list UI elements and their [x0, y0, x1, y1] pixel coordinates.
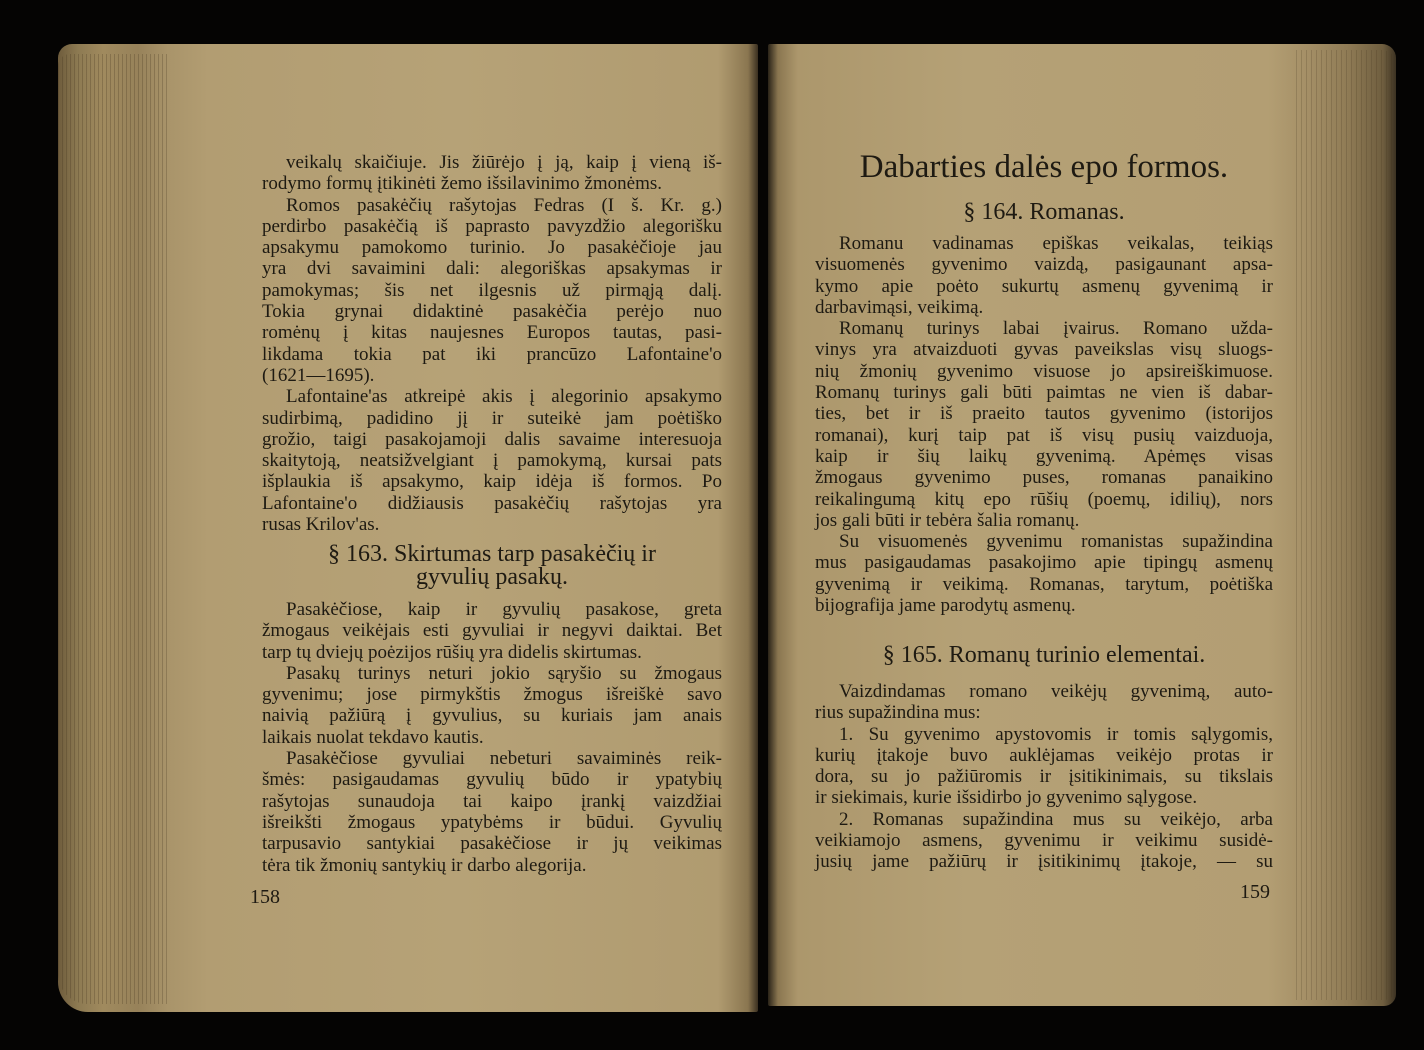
text-line: laikais nuolat tekdavo kautis. — [262, 726, 484, 748]
text-line: sudirbimą, padidino jį ir suteikė jam poėtiško — [262, 407, 722, 429]
paragraph — [815, 681, 1273, 724]
text-line: žmogaus gyvenimo puses, romanas panaikino — [815, 467, 1273, 489]
section-163-text — [262, 599, 722, 876]
text-line: rusas Krilov'as. — [262, 514, 380, 536]
text-line: yra dvi savaimini dali: alegoriškas apsakymas ir — [262, 258, 722, 280]
text-line: šmės: pasigaudamas gyvulių būdo ir ypatybių — [262, 769, 722, 791]
text-line: jos gali būti ir tebėra šalia romanų. — [815, 509, 1080, 531]
text-line: veikiamojo asmens, gyvenimu ir veikimu susidė- — [815, 830, 1273, 852]
text-line: Lafontaine'o didžiausis pasakėčių rašytojas yra — [262, 492, 722, 514]
text-line: grožio, taigi pasakojamoji dalis savaime interesuoja — [262, 428, 722, 450]
text-line: visuomenės gyvenimo vaizdą, pasigaunant apsa- — [815, 254, 1273, 276]
text-line: romanai), kurį taip pat iš visų pusių vaizduoja, — [815, 424, 1273, 446]
paragraph — [262, 599, 722, 663]
text-line: Romanų turinys labai įvairus. Romano užda- — [839, 318, 1273, 340]
text-line: rius supažindina mus: — [815, 702, 981, 724]
text-line: Romanų turinys gali būti paimtas ne vien iš dabar- — [815, 382, 1273, 404]
text-line: mus pasigaudamas pasakojimo apie tipingų asmenų — [815, 552, 1273, 574]
text-line: kaip ir šių laikų gyvenimą. Apėmęs visas — [815, 445, 1273, 467]
paragraph — [262, 195, 722, 387]
text-line: Romos pasakėčių rašytojas Fedras (I š. Kr. g.) — [286, 194, 722, 216]
paragraph — [262, 386, 722, 535]
paragraph — [262, 152, 722, 195]
text-line: Tokia grynai didaktinė pasakėčia perėjo nuo — [262, 301, 722, 323]
text-line: veikalų skaičiuje. Jis žiūrėjo į ją, kaip į vieną iš- — [286, 152, 722, 173]
section-163-heading — [262, 543, 722, 589]
text-line: bijografija jame parodytų asmenų. — [815, 595, 1076, 617]
left-intro-text — [262, 152, 722, 535]
section-165-heading: § 165. Romanų turinio elementai. — [882, 642, 1206, 668]
text-line: nių žmonių gyvenimo visuose jo apsireiškimuose. — [815, 360, 1273, 382]
text-line: naivią pažiūrą į gyvulius, su kuriais jam anais — [262, 705, 722, 727]
text-line: Lafontaine'as atkreipė akis į alegorinio apsakymo — [286, 386, 722, 408]
paragraph — [815, 233, 1273, 318]
text-line: tėra tik žmonių santykių ir darbo alegorija. — [262, 854, 587, 876]
text-line: Romanu vadinamas epiškas veikalas, teikiąs — [839, 233, 1273, 254]
book-page-edges — [58, 54, 170, 1004]
text-line: ties, bet ir iš praeito tautos gyvenimo (istorijos — [815, 403, 1273, 425]
page-number-right: 159 — [1240, 881, 1270, 903]
paragraph — [815, 318, 1273, 531]
text-line: Pasakų turinys neturi jokio sąryšio su žmogaus — [286, 662, 722, 684]
text-line: jusių jame pažiūrų ir įsitikinimų įtakoje, — su — [815, 851, 1273, 873]
text-line: dora, su jo pažiūromis ir įsitikinimais, su tikslais — [815, 766, 1273, 788]
text-line: reikalingumą kitų epo rūšių (poemų, idilių), nors — [815, 488, 1273, 510]
text-line: pamokymas; šis net ilgesnis už pirmąją dalį. — [262, 279, 722, 301]
text-line: žmogaus veikėjais esti gyvuliai ir negyvi daiktai. Bet — [262, 620, 722, 642]
paragraph — [815, 724, 1273, 809]
text-line: išplaukia iš apsakymo, kaip idėja iš formos. Po — [262, 471, 722, 493]
section-163-heading-line: gyvulių pasakų. — [416, 564, 568, 590]
paragraph — [815, 531, 1273, 616]
section-164-heading: § 164. Romanas. — [963, 199, 1125, 225]
text-line: apsakymu pamokomo turinio. Jo pasakėčioje jau — [262, 237, 722, 259]
section-165-text — [815, 681, 1273, 873]
text-line: 2. Romanas supažindina mus su veikėjo, arba — [839, 808, 1273, 830]
text-line: tarp tų dviejų poėzijos rūšių yra didelis skirtumas. — [262, 641, 642, 663]
text-line: darbavimąsi, veikimą. — [815, 296, 984, 318]
text-line: išreikšti žmogaus ypatybėms ir būdui. Gyvulių — [262, 811, 722, 833]
text-line: romėnų į kitas naujesnes Europos tautas, pasi- — [262, 322, 722, 344]
text-line: Pasakėčiose gyvuliai nebeturi savaiminės reik- — [286, 748, 722, 770]
text-line: gyvenimu; jose pirmykštis žmogus išreiškė savo — [262, 684, 722, 706]
text-line: likdama tokia pat iki prancūzo Lafontaine'o — [262, 343, 722, 365]
paragraph — [262, 748, 722, 876]
book-page-edges — [1296, 50, 1396, 1000]
text-line: gyvenimą ir veikimą. Romanas, tarytum, poėtiška — [815, 573, 1273, 595]
section-163-heading-line: § 163. Skirtumas tarp pasakėčių ir — [328, 541, 656, 567]
text-line: kymo apie poėto sukurtų asmenų gyvenimą ir — [815, 275, 1273, 297]
paragraph — [262, 663, 722, 748]
text-line: Pasakėčiose, kaip ir gyvulių pasakose, greta — [286, 599, 722, 620]
text-line: kurių įtakoje buvo auklėjamas veikėjo protas ir — [815, 744, 1273, 766]
text-line: vinys yra atvaizduoti gyvas paveikslas visų sluogs- — [815, 339, 1273, 361]
text-line: rodymo formų įtikinėti žemo išsilavinimo žmonėms. — [262, 173, 663, 195]
text-line: 1. Su gyvenimo apystovomis ir tomis sąlygomis, — [839, 723, 1273, 745]
page-number-left: 158 — [250, 886, 280, 908]
chapter-title: Dabarties dalės epo formos. — [859, 149, 1229, 185]
text-line: Su visuomenės gyvenimu romanistas supažindina — [839, 531, 1273, 553]
text-line: (1621—1695). — [262, 364, 375, 386]
section-164-text — [815, 233, 1273, 616]
text-line: rašytojas sunaudoja tai kaipo įrankį vaizdžiai — [262, 790, 722, 812]
paragraph — [815, 809, 1273, 873]
text-line: tarpusavio santykiai pasakėčiose ir jų veikimas — [262, 833, 722, 855]
text-line: Vaizdindamas romano veikėjų gyvenimą, auto- — [839, 681, 1273, 702]
text-line: perdirbo pasakėčią iš paprasto pavyzdžio alegorišku — [262, 215, 722, 237]
text-line: ir siekimais, kurie išsidirbo jo gyvenimo sąlygose. — [815, 787, 1198, 809]
text-line: skaitytoją, neatsižvelgiant į pamokymą, kursai pats — [262, 450, 722, 472]
